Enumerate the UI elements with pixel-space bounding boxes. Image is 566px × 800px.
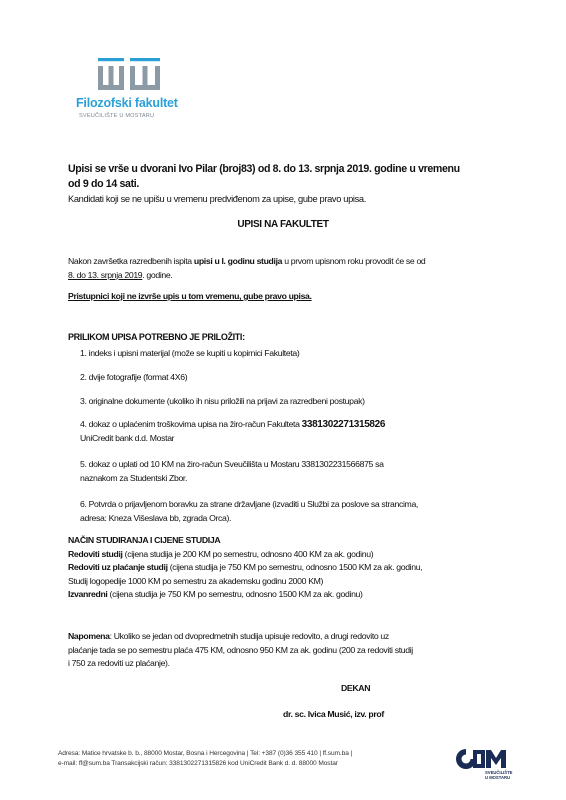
- faculty-logo: [76, 52, 196, 132]
- header-line-1: Upisi se vrše u dvorani Ivo Pilar (broj83) od 8. do 13. srpnja 2019. godine u vremenu: [68, 163, 460, 175]
- list-item: 6. Potvrda o prijavljenom boravku za strane državljane (izvaditi u Službi za poslove sa strancima, adresa: Kneza Višeslava bb, zgrada Orca).: [80, 499, 418, 523]
- list-item: 2. dvije fotografije (format 4X6): [80, 372, 188, 382]
- page-title: UPISI NA FAKULTET: [237, 219, 329, 230]
- footer-line-1: Adresa: Matice hrvatske b. b., 88000 Mostar, Bosna i Hercegovina | Tel: +387 (0)36 355 410 | ff.sum.ba |: [58, 750, 353, 757]
- note-paragraph: Napomena: Ukoliko se jedan od dvopredmetnih studija upisuje redovito, a drugi redovito uz plaćanje tada se po semestru plaća 475 KM, odnosno 950 KM za ak. godinu (200 za redoviti studij i 750 za redoviti uz plaćanje).: [68, 631, 413, 669]
- list-item: 1. indeks i upisni materijal (može se kupiti u kopirnici Fakulteta): [80, 348, 300, 358]
- signature-role: DEKAN: [341, 683, 371, 693]
- university-name: SVEUČILIŠTE U MOSTARU: [79, 113, 155, 119]
- intro-date: 8. do 13. srpnja 2019: [68, 269, 143, 280]
- university-logo-text-1: SVEUČILIŠTE: [485, 770, 513, 775]
- footer-contact: [58, 749, 438, 769]
- note-label: Napomena: [68, 631, 110, 641]
- faculty-logo-mark-icon: [76, 52, 196, 100]
- list-item: 3. originalne dokumente (ukoliko ih nisu priložili na prijavi za razredbeni postupak): [80, 396, 365, 406]
- header-line-2: od 9 do 14 sati.: [68, 178, 139, 190]
- requirements-heading: PRILIKOM UPISA POTREBNO JE PRILOŽITI:: [68, 332, 245, 342]
- university-logo: [455, 744, 535, 780]
- header-note: Kandidati koji se ne upišu u vremenu predviđenom za upise, gube pravo upisa.: [68, 194, 366, 204]
- intro-warning: Pristupnici koji ne izvrše upis u tom vremenu, gube pravo upisa.: [68, 291, 312, 301]
- footer-line-2: e-mail: ff@sum.ba Transakcijski račun: 3381302271315826 kod UniCredit Bank d. d. 88000 Mostar: [58, 760, 338, 767]
- enrollment-header: [68, 162, 508, 192]
- university-logo-text-2: U MOSTARU: [485, 775, 511, 780]
- paid-label: Redoviti uz plaćanje studij: [68, 562, 168, 573]
- intro-paragraph: Nakon završetka razredbenih ispita upisi u I. godinu studija u prvom upisnom roku provodit će se od 8. do 13. srpnja 2019. godine.: [68, 256, 426, 280]
- regular-label: Redoviti studij: [68, 548, 123, 559]
- list-item: 5. dokaz o uplati od 10 KM na žiro-račun Sveučilišta u Mostaru 3381302231566875 sa naznakom za Studentski Zbor.: [80, 459, 384, 483]
- signature-name: dr. sc. Ivica Musić, izv. prof: [283, 709, 384, 719]
- list-item: 4. dokaz o uplaćenim troškovima upisa na žiro-račun Fakulteta 3381302271315826 UniCredit bank d.d. Mostar: [80, 419, 386, 443]
- faculty-account-number: 3381302271315826: [301, 419, 386, 430]
- part-time-label: Izvanredni: [68, 589, 108, 600]
- study-section: NAČIN STUDIRANJA I CIJENE STUDIJA Redoviti studij (cijena studija je 200 KM po semestru, odnosno 400 KM za ak. godinu) Redoviti uz plaćanje studij (cijena studija je 750 KM po semestru, odnosno 1500 KM za ak. godinu, Studij logopedije 1000 KM po semestru za akademsku godinu 2000 KM) Izvanredni (cijena studija je 750 KM po semestru, odnosno 1500 KM za ak. godinu): [68, 534, 518, 602]
- study-heading: NAČIN STUDIRANJA I CIJENE STUDIJA: [68, 535, 221, 545]
- intro-bold: upisi u I. godinu studija: [193, 256, 283, 266]
- faculty-name: Filozofski fakultet: [76, 96, 178, 110]
